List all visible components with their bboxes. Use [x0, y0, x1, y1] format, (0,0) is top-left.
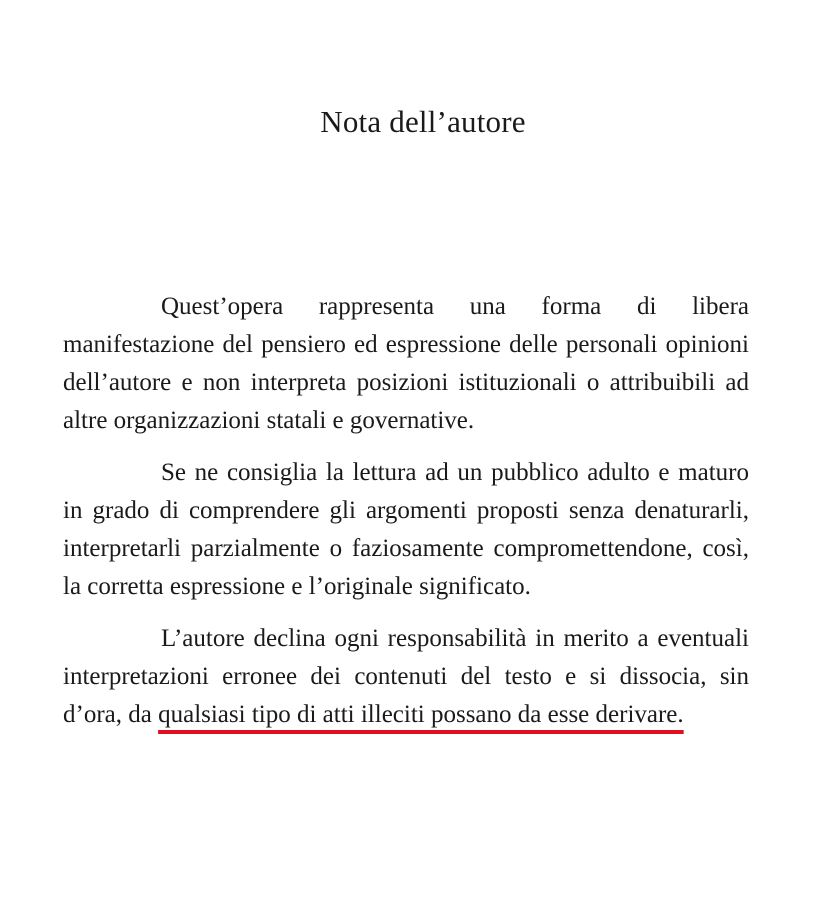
page-title: Nota dell’autore — [320, 104, 526, 139]
body-text — [63, 288, 749, 734]
paragraph-2: Se ne consiglia la lettura ad un pubblico adulto e maturo in grado di comprendere gli argomenti proposti senza denaturarli, interpretarli parzialmente o faziosamente compromettendone, così, la corretta espressione e l’originale significato. — [63, 459, 749, 600]
red-underlined-text: qualsiasi tipo di atti illeciti possano da esse derivare. — [158, 701, 684, 728]
paragraph-1: Quest’opera rappresenta una forma di libera manifestazione del pensiero ed espressione delle personali opinioni dell’autore e non interpreta posizioni istituzionali o attribuibili ad altre organizzazioni statali e governative. — [63, 293, 749, 434]
paragraph-3 — [63, 620, 749, 734]
paragraph-3-text: L’autore declina ogni responsabilità in merito a eventuali interpretazioni erronee dei contenuti del testo e si dissocia, sin d’ora, da — [63, 625, 749, 728]
